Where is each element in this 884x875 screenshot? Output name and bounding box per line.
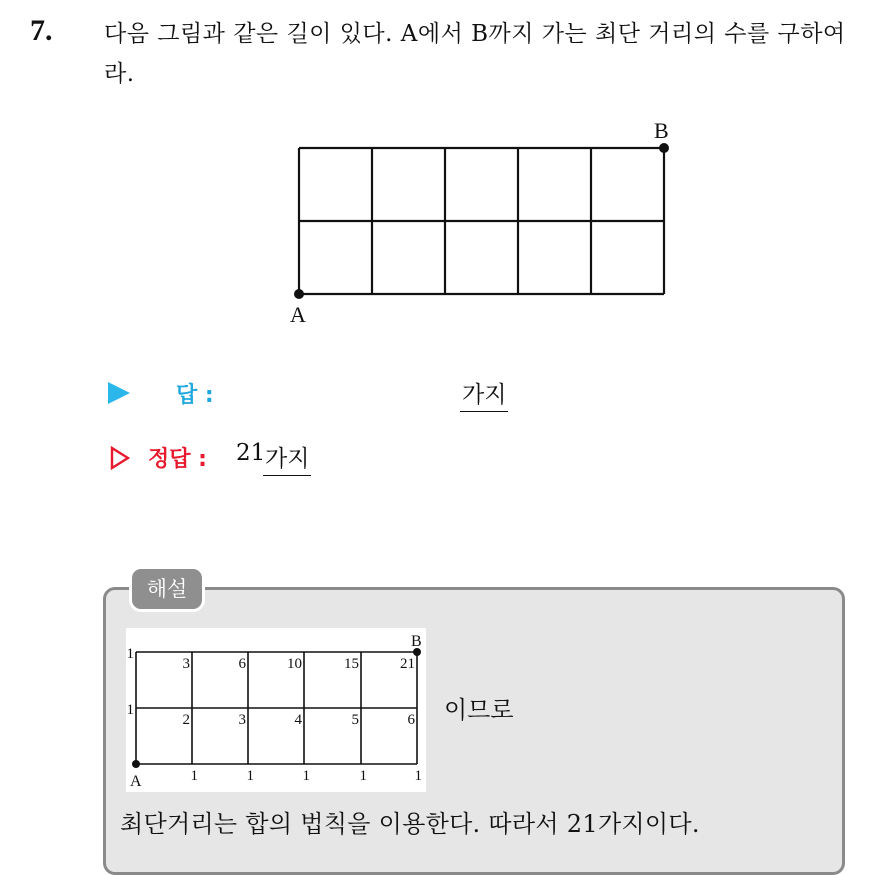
answer-blank-unit[interactable]: 가지 [460, 376, 508, 412]
question-text: 다음 그림과 같은 길이 있다. A에서 B까지 가는 최단 거리의 수를 구하여라. [104, 21, 846, 87]
point-b-label: B [654, 118, 669, 143]
solution-text: 최단거리는 합의 법칙을 이용한다. 따라서 21가지이다. [120, 810, 700, 838]
count-middle-4: 5 [351, 712, 359, 728]
correct-answer-row [108, 440, 608, 476]
solution-grid-figure [126, 628, 426, 792]
solution-point-a-dot [132, 760, 140, 768]
count-middle-3: 4 [294, 712, 302, 728]
solution-point-b-label: B [411, 633, 422, 650]
count-left-middle: 1 [126, 702, 134, 718]
count-bottom-1: 1 [190, 768, 198, 784]
count-middle-2: 3 [238, 712, 246, 728]
answer-label: 답 : [176, 383, 214, 408]
count-top-2: 6 [238, 656, 246, 672]
count-bottom-3: 1 [302, 768, 310, 784]
count-bottom-4: 1 [359, 768, 367, 784]
count-top-5: 21 [400, 656, 415, 672]
point-b-dot [659, 143, 669, 153]
point-a-dot [294, 289, 304, 299]
correct-label: 정답 : [148, 447, 207, 472]
play-arrow-icon [108, 382, 130, 404]
count-bottom-5: 1 [414, 768, 422, 784]
solution-point-a-label: A [130, 773, 142, 790]
answer-row [108, 376, 608, 412]
count-top-1: 3 [182, 656, 190, 672]
solution-side-text: 이므로 [444, 696, 514, 724]
count-top-4: 15 [344, 656, 359, 672]
correct-value: 21 [236, 440, 266, 466]
grid-figure [270, 110, 690, 330]
outline-triangle-icon [110, 446, 130, 470]
correct-unit: 가지 [263, 440, 311, 476]
count-middle-1: 2 [182, 712, 190, 728]
count-top-3: 10 [287, 656, 302, 672]
grid-lines [299, 148, 664, 294]
question-number: 7. [30, 14, 53, 47]
solution-tag: 해설 [129, 566, 205, 612]
count-bottom-2: 1 [246, 768, 254, 784]
point-a-label: A [290, 302, 306, 327]
count-left-top: 1 [126, 646, 134, 662]
count-middle-5: 6 [407, 712, 415, 728]
